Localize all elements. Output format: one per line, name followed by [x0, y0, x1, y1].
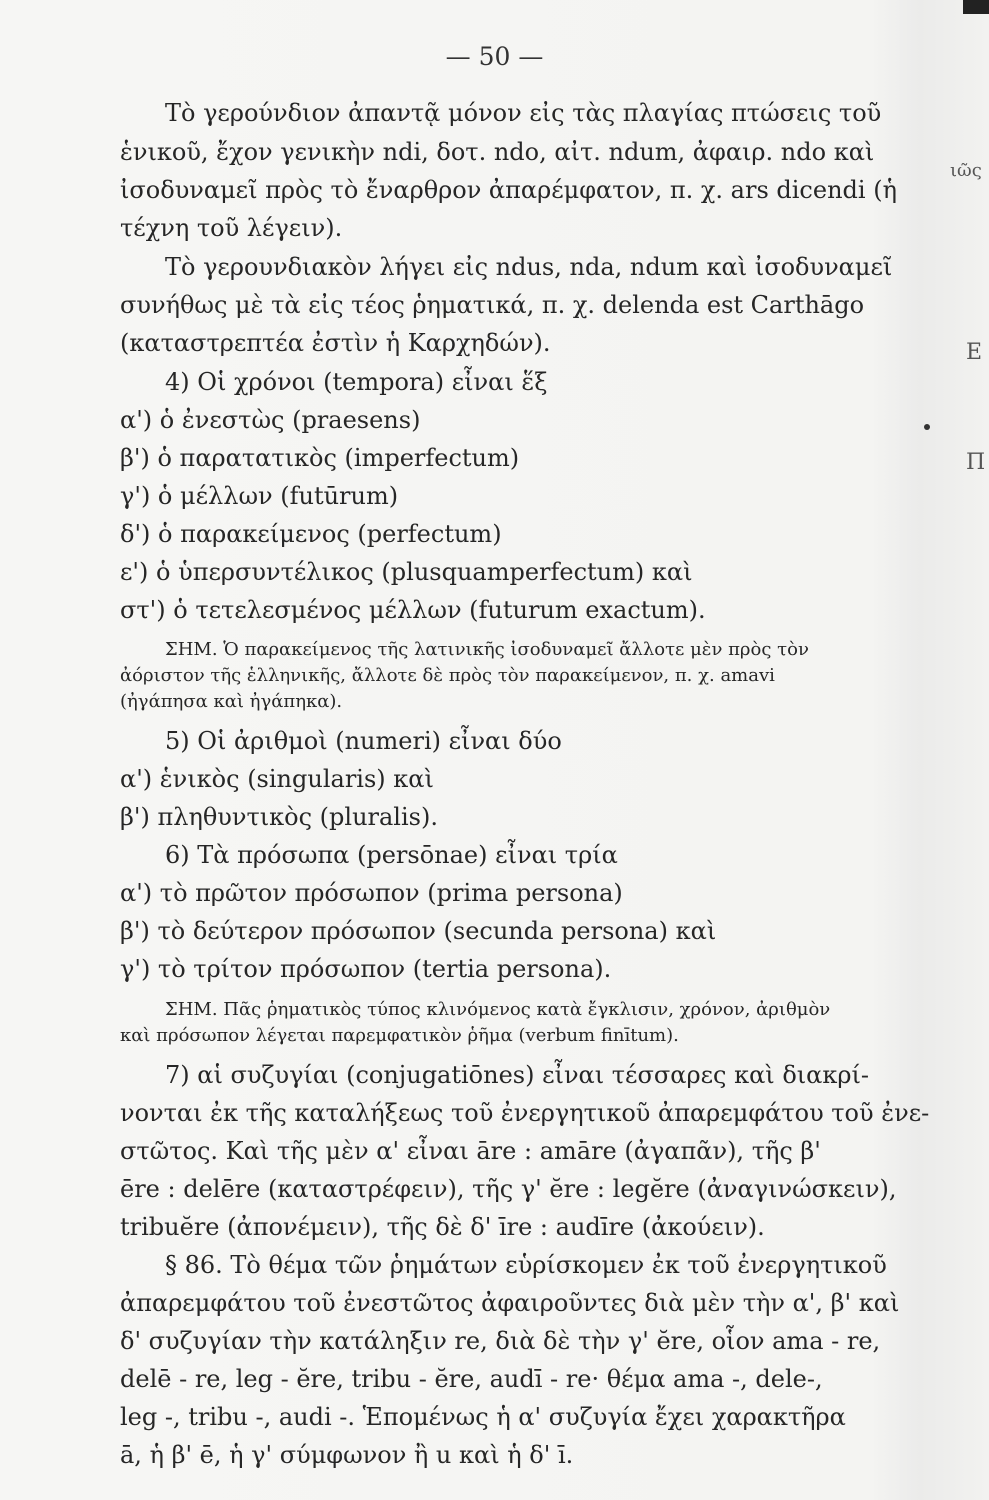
note-line: ΣΗΜ. Ὁ παρακείμενος τῆς λατινικῆς ἰσοδυναμεῖ ἄλλοτε μὲν πρὸς τὸν — [165, 639, 809, 660]
text-line: tribuĕre (ἀπονέμειν), τῆς δὲ δ' īre : audīre (ἀκούειν). — [120, 1213, 765, 1241]
text-line: ā, ἡ β' ē, ἡ γ' σύμφωνον ἢ u καὶ ἡ δ' ī. — [120, 1441, 574, 1469]
text-line: ēre : delēre (καταστρέφειν), τῆς γ' ĕre : legĕre (ἀναγινώσκειν), — [120, 1175, 897, 1203]
scan-corner-mark — [963, 0, 989, 14]
list-item: στ') ὁ τετελεσμένος μέλλων (futurum exactum). — [120, 596, 706, 624]
list-item: α') ἑνικὸς (singularis) καὶ — [120, 765, 434, 793]
note-line: ΣΗΜ. Πᾶς ῥηματικὸς τύπος κλινόμενος κατὰ ἔγκλισιν, χρόνον, ἀριθμὸν — [165, 999, 831, 1020]
text-line: (καταστρεπτέα ἐστὶν ἡ Καρχηδών). — [120, 329, 551, 357]
text-line: 4) Οἱ χρόνοι (tempora) εἶναι ἕξ — [165, 368, 548, 396]
list-item: γ') τὸ τρίτον πρόσωπον (tertia persona). — [120, 955, 612, 983]
page-number: — 50 — — [445, 42, 544, 71]
edge-fragment: Π — [966, 450, 986, 475]
edge-fragment: Ε — [966, 340, 983, 365]
list-item: β') ὁ παρατατικὸς (imperfectum) — [120, 444, 520, 472]
text-line: 5) Οἱ ἀριθμοὶ (numeri) εἶναι δύο — [165, 727, 562, 755]
note-line: καὶ πρόσωπον λέγεται παρεμφατικὸν ῥῆμα (verbum finītum). — [120, 1025, 679, 1046]
text-line: στῶτος. Καὶ τῆς μὲν α' εἶναι āre : amāre (ἀγαπᾶν), τῆς β' — [120, 1137, 821, 1165]
text-line: leg -, tribu -, audi -. Ἑπομένως ἡ α' συζυγία ἔχει χαρακτῆρα — [120, 1403, 846, 1431]
text-line: νονται ἐκ τῆς καταλήξεως τοῦ ἐνεργητικοῦ ἀπαρεμφάτου τοῦ ἐνε- — [120, 1099, 930, 1127]
text-line: ἑνικοῦ, ἔχον γενικὴν ndi, δοτ. ndo, αἰτ. ndum, ἀφαιρ. ndo καὶ — [120, 138, 875, 166]
text-line: ἰσοδυναμεῖ πρὸς τὸ ἔναρθρον ἀπαρέμφατον, π. χ. ars dicendi (ἡ — [120, 176, 897, 204]
text-line: delē - re, leg - ĕre, tribu - ĕre, audī - re· θέμα ama -, dele-, — [120, 1365, 823, 1393]
list-item: α') τὸ πρῶτον πρόσωπον (prima persona) — [120, 879, 623, 907]
ink-speck — [924, 424, 930, 430]
text-line: τέχνη τοῦ λέγειν). — [120, 214, 343, 242]
text-line: Τὸ γερουνδιακὸν λήγει εἰς ndus, nda, ndum καὶ ἰσοδυναμεῖ — [165, 253, 893, 281]
note-line: ἀόριστον τῆς ἑλληνικῆς, ἄλλοτε δὲ πρὸς τὸν παρακείμενον, π. χ. amavi — [120, 665, 775, 686]
text-line: δ' συζυγίαν τὴν κατάληξιν re, διὰ δὲ τὴν γ' ĕre, οἷον ama - re, — [120, 1327, 881, 1355]
note-line: (ἠγάπησα καὶ ἠγάπηκα). — [120, 691, 343, 712]
list-item: δ') ὁ παρακείμενος (perfectum) — [120, 520, 502, 548]
list-item: γ') ὁ μέλλων (futūrum) — [120, 482, 399, 510]
list-item: ε') ὁ ὑπερσυντέλικος (plusquamperfectum) καὶ — [120, 558, 693, 586]
text-line: 7) αἱ συζυγίαι (conjugatiōnes) εἶναι τέσσαρες καὶ διακρί- — [165, 1061, 870, 1089]
list-item: β') πληθυντικὸς (pluralis). — [120, 803, 438, 831]
edge-fragment: ιῶς — [950, 160, 982, 181]
text-line: § 86. Τὸ θέμα τῶν ῥημάτων εὑρίσκομεν ἐκ τοῦ ἐνεργητικοῦ — [165, 1251, 887, 1279]
text-line: ἀπαρεμφάτου τοῦ ἐνεστῶτος ἀφαιροῦντες διὰ μὲν τὴν α', β' καὶ — [120, 1289, 900, 1317]
list-item: α') ὁ ἐνεστὼς (praesens) — [120, 406, 421, 434]
text-line: συνήθως μὲ τὰ εἰς τέος ῥηματικά, π. χ. delenda est Carthāgo — [120, 291, 865, 319]
text-line: Τὸ γερούνδιον ἀπαντᾷ μόνον εἰς τὰς πλαγίας πτώσεις τοῦ — [165, 99, 882, 127]
text-line: 6) Τὰ πρόσωπα (persōnae) εἶναι τρία — [165, 841, 618, 869]
list-item: β') τὸ δεύτερον πρόσωπον (secunda persona) καὶ — [120, 917, 717, 945]
